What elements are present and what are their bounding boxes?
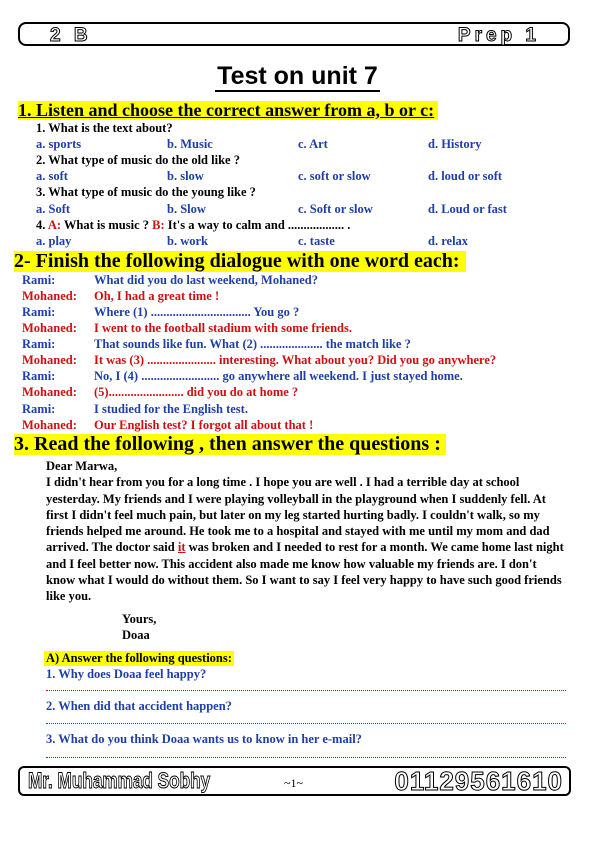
answer-line-1[interactable]	[46, 690, 566, 691]
q2-option-d: d. loud or soft	[428, 169, 503, 183]
q3-option-c: c. Soft or slow	[298, 202, 373, 216]
dialogue-line: Where (1) ................................ You go ?	[94, 305, 300, 319]
q3-option-b: b. Slow	[167, 202, 206, 216]
dialogue-speaker: Mohaned:	[22, 353, 77, 367]
q4-option-a: a. play	[36, 234, 72, 248]
dialogue-speaker: Mohaned:	[22, 321, 77, 335]
q1-option-a: a. sports	[36, 137, 82, 151]
section-2-heading: 2- Finish the following dialogue with one word each:	[14, 251, 466, 272]
q3-option-a: a. Soft	[36, 202, 71, 216]
question-3: 3. What type of music do the young like ?	[36, 185, 256, 199]
dialogue-line: It was (3) ...................... interesting. What about you? Did you go anywhere?	[94, 353, 497, 367]
letter-body: I didn't hear from you for a long time . I hope you are well . I had a terrible day at school yesterday. My friends and I were playing volleyball in the playground when I suddenly fell. At first I didn't feel much pain, but later on my leg started hurting badly. I couldn't walk, so my friends helped me around. He took me to a hospital and stayed with me until my mom and dad arrived. The doctor said it was broken and I needed to rest for a month. We came home last night and I feel better now. This accident also made me know how valuable my friends are. I don't know what I would do without them. So I want to say I feel very happy to have such good friends like you.	[46, 475, 564, 604]
dialogue-line: What did you do last weekend, Mohaned?	[94, 273, 318, 287]
teacher-name: Mr. Muhammad Sobhy	[28, 768, 211, 793]
speaker-b: B:	[152, 218, 165, 232]
phone-number: 01129561610	[394, 766, 563, 796]
q1-option-d: d. History	[428, 137, 482, 151]
dialogue-speaker: Mohaned:	[22, 418, 77, 432]
dialogue-speaker: Mohaned:	[22, 385, 77, 399]
footer-banner	[18, 766, 571, 796]
q2-option-a: a. soft	[36, 169, 68, 183]
section-1-heading: 1. Listen and choose the correct answer from a, b or c:	[18, 101, 438, 120]
dialogue-line: I studied for the English test.	[94, 402, 248, 416]
answer-questions-heading: A) Answer the following questions:	[46, 651, 232, 665]
dialogue-line: Oh, I had a great time !	[94, 289, 220, 303]
question-2: 2. What type of music do the old like ?	[36, 153, 240, 167]
section-3-heading: 3. Read the following , then answer the questions :	[14, 434, 446, 455]
q4-option-b: b. work	[167, 234, 208, 248]
dialogue-line: Our English test? I forgot all about that !	[94, 418, 314, 432]
dialogue-speaker: Rami:	[22, 337, 56, 351]
speaker-a: A:	[47, 218, 62, 232]
page-title: Test on unit 7	[217, 62, 378, 90]
question-1: 1. What is the text about?	[36, 121, 173, 135]
question-4: 4. A: What is music ? B: It's a way to calm and .................. .	[36, 218, 351, 232]
q1-option-b: b. Music	[167, 137, 213, 151]
q2-option-b: b. slow	[167, 169, 204, 183]
dialogue-line: I went to the football stadium with some friends.	[94, 321, 352, 335]
dialogue-line: (5)........................ did you do at home ?	[94, 385, 299, 399]
page-number: ~1~	[284, 776, 303, 790]
comprehension-question-1: 1. Why does Doaa feel happy?	[46, 667, 207, 681]
grade-label: Prep 1	[457, 25, 540, 46]
answer-line-3[interactable]	[46, 757, 566, 758]
highlighted-word: it	[177, 540, 186, 555]
q4-option-c: c. taste	[298, 234, 335, 248]
q1-option-c: c. Art	[298, 137, 328, 151]
letter-closing: Yours,	[122, 611, 157, 626]
q4-option-d: d. relax	[428, 234, 469, 248]
dialogue-line: No, I (4) ......................... go anywhere all weekend. I just stayed home.	[94, 369, 463, 383]
comprehension-question-2: 2. When did that accident happen?	[46, 699, 232, 713]
dialogue-speaker: Rami:	[22, 273, 56, 287]
header-banner	[18, 22, 570, 46]
reading-passage	[46, 458, 566, 643]
q2-option-c: c. soft or slow	[298, 169, 371, 183]
answer-line-2[interactable]	[46, 723, 566, 724]
letter-greeting: Dear Marwa,	[46, 459, 118, 473]
dialogue-line: That sounds like fun. What (2) .................... the match like ?	[94, 337, 411, 351]
dialogue-speaker: Rami:	[22, 369, 56, 383]
q3-option-d: d. Loud or fast	[428, 202, 507, 216]
dialogue-speaker: Mohaned:	[22, 289, 77, 303]
class-label: 2 B	[50, 25, 92, 46]
comprehension-question-3: 3. What do you think Doaa wants us to know in her e-mail?	[46, 732, 362, 746]
dialogue-speaker: Rami:	[22, 305, 56, 319]
letter-signature: Doaa	[122, 627, 150, 642]
dialogue-speaker: Rami:	[22, 402, 56, 416]
